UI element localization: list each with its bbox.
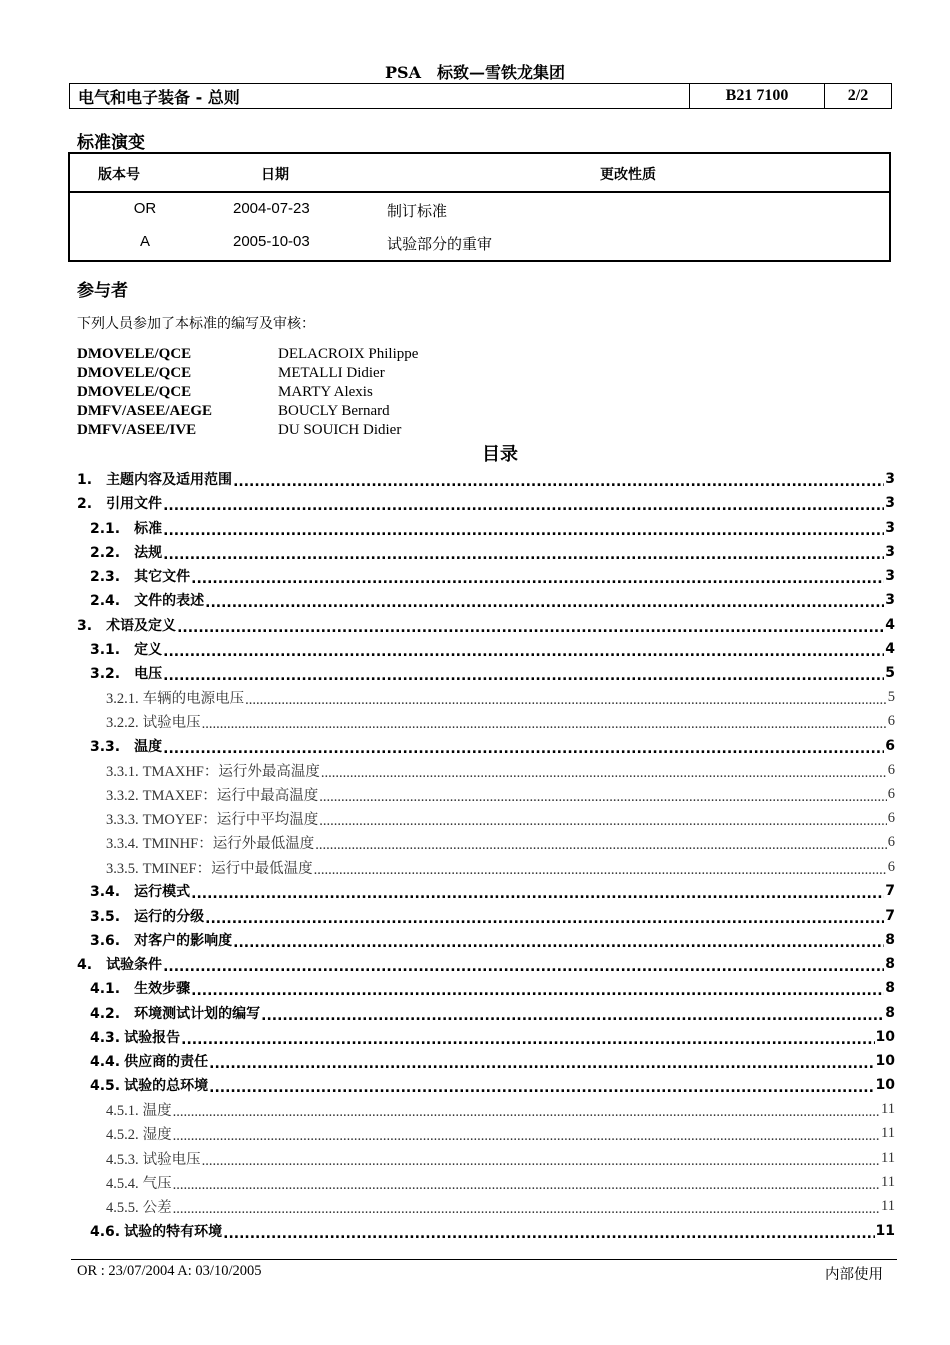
toc-entry-page: 8 (885, 956, 895, 973)
toc-leader-dots (205, 911, 884, 927)
revision-table (68, 152, 891, 262)
toc-entry-label (77, 615, 176, 635)
toc-entry[interactable] (77, 1073, 895, 1097)
toc-entry-text: 主题内容及适用范围 (106, 472, 233, 489)
toc-entry[interactable] (77, 685, 895, 709)
toc-leader-dots (173, 1128, 880, 1145)
toc-entry-label (106, 808, 318, 829)
toc-entry-page: 11 (881, 1198, 895, 1215)
toc-entry-number: 4.5.2. (106, 1127, 139, 1144)
toc-entry-label (90, 639, 162, 659)
document-header-table (69, 83, 892, 109)
toc-entry-page: 11 (881, 1173, 895, 1190)
toc-entry-page: 6 (887, 810, 895, 827)
document-title: 电气和电子装备 - 总则 (78, 87, 240, 107)
toc-entry-number: 3.3. (90, 738, 121, 755)
toc-entry[interactable] (77, 564, 895, 588)
participant-row (77, 364, 418, 383)
toc-entry-label (90, 736, 162, 756)
toc-entry-page: 11 (881, 1101, 895, 1118)
toc-entry-text: TMOYEF：运行中平均温度 (142, 812, 319, 829)
toc-entry-label (106, 1196, 172, 1217)
toc-entry[interactable] (77, 467, 895, 491)
column-header-version: 版本号 (98, 167, 140, 183)
toc-entry[interactable] (77, 855, 895, 879)
toc-leader-dots (173, 1177, 880, 1194)
toc-entry-number: 4.5.4. (106, 1175, 139, 1192)
toc-leader-dots (173, 1201, 880, 1218)
toc-entry-number: 3.2.1. (106, 690, 139, 707)
toc-entry[interactable] (77, 1122, 895, 1146)
toc-entry-text: TMINEF：运行中最低温度 (142, 860, 313, 877)
toc-title: 目录 (482, 444, 518, 465)
toc-entry[interactable] (77, 976, 895, 1000)
toc-entry-text: 公差 (142, 1200, 172, 1217)
toc-entry-page: 3 (885, 568, 895, 585)
toc-entry-number: 2.3. (90, 569, 121, 586)
toc-entry-number: 4.4. (90, 1054, 121, 1071)
participant-name: MARTY Alexis (278, 384, 373, 400)
toc-entry-text: 试验的特有环境 (124, 1223, 223, 1240)
toc-leader-dots (209, 1056, 874, 1072)
participant-name: DU SOUICH Didier (278, 422, 402, 438)
toc-leader-dots (181, 1032, 874, 1048)
toc-entry-label (106, 1172, 172, 1193)
toc-entry-label (90, 881, 190, 901)
toc-entry-text: TMAXHF：运行外最高温度 (142, 763, 320, 780)
toc-entry-label (77, 493, 162, 513)
toc-leader-dots (163, 741, 884, 757)
footer-divider (71, 1259, 897, 1260)
toc-entry-number: 4.6. (90, 1223, 121, 1240)
toc-entry-label (106, 832, 314, 853)
revision-row (70, 227, 889, 257)
toc-entry-label (90, 1075, 208, 1095)
toc-entry-text: 运行模式 (134, 884, 191, 901)
revision-section-title: 标准演变 (77, 133, 145, 153)
toc-entry[interactable] (77, 1170, 895, 1194)
revision-table-header (70, 154, 889, 193)
toc-leader-dots (163, 668, 884, 684)
toc-entry-text: 温度 (134, 738, 163, 755)
toc-entry[interactable] (77, 613, 895, 637)
table-of-contents (77, 467, 895, 1243)
revision-date: 2005-10-03 (233, 233, 310, 250)
footer-revision-dates: OR : 23/07/2004 A: 03/10/2005 (77, 1263, 262, 1279)
toc-leader-dots (173, 1104, 880, 1121)
toc-entry-number: 4.5.3. (106, 1151, 139, 1168)
toc-entry[interactable] (77, 491, 895, 515)
toc-entry[interactable] (77, 904, 895, 928)
toc-entry-page: 4 (885, 640, 895, 657)
toc-entry-label (77, 954, 162, 974)
toc-entry[interactable] (77, 782, 895, 806)
toc-entry-number: 3.3.5. (106, 860, 139, 877)
participants-title: 参与者 (77, 281, 128, 301)
toc-entry-label (106, 1148, 201, 1169)
revision-version: OR (133, 200, 157, 217)
participant-dept: DMOVELE/QCE (77, 346, 192, 362)
toc-entry-number: 3. (77, 617, 93, 634)
toc-leader-dots (314, 862, 887, 879)
toc-entry-label (90, 518, 162, 538)
toc-entry-page: 6 (887, 785, 895, 802)
participant-dept: DMFV/ASEE/IVE (77, 422, 197, 438)
toc-leader-dots (163, 547, 884, 563)
toc-entry-text: 试验报告 (124, 1029, 181, 1046)
toc-entry-text: 其它文件 (134, 569, 191, 586)
participants-list (77, 345, 418, 440)
participant-name: METALLI Didier (278, 365, 385, 381)
toc-entry-number: 4. (77, 957, 93, 974)
participant-dept: DMFV/ASEE/AEGE (77, 403, 213, 419)
toc-entry[interactable] (77, 1049, 895, 1073)
toc-entry-text: 生效步骤 (134, 981, 191, 998)
toc-entry-page: 6 (885, 737, 895, 754)
participant-dept: DMOVELE/QCE (77, 365, 192, 381)
toc-entry-number: 2.1. (90, 520, 121, 537)
toc-entry[interactable] (77, 1098, 895, 1122)
toc-entry-page: 3 (885, 519, 895, 536)
toc-entry-text: 引用文件 (106, 496, 163, 513)
toc-entry-page: 3 (885, 592, 895, 609)
toc-leader-dots (315, 837, 887, 854)
toc-entry-page: 3 (885, 495, 895, 512)
toc-entry-label (90, 542, 162, 562)
toc-entry-text: TMINHF：运行外最低温度 (142, 836, 315, 853)
toc-entry-number: 1. (77, 472, 93, 489)
toc-leader-dots (191, 983, 884, 999)
toc-leader-dots (223, 1226, 874, 1242)
toc-leader-dots (191, 571, 884, 587)
toc-entry-text: 环境测试计划的编写 (134, 1005, 261, 1022)
toc-entry-label (106, 784, 318, 805)
toc-entry-label (106, 857, 313, 878)
toc-entry-number: 3.3.1. (106, 763, 139, 780)
toc-entry-page: 4 (885, 616, 895, 633)
toc-entry[interactable] (77, 1219, 895, 1243)
revision-change: 试验部分的重审 (387, 235, 493, 253)
toc-entry-page: 11 (875, 1222, 895, 1239)
toc-entry-text: 标准 (134, 520, 163, 537)
toc-entry-page: 11 (881, 1125, 895, 1142)
toc-entry-label (106, 760, 320, 781)
toc-entry-label (90, 906, 204, 926)
toc-entry-page: 7 (885, 907, 895, 924)
toc-entry-label (106, 1123, 172, 1144)
participant-row (77, 383, 418, 402)
toc-entry-label (90, 1003, 260, 1023)
toc-entry-page: 10 (875, 1077, 895, 1094)
toc-entry-label (77, 469, 232, 489)
footer-classification: 内部使用 (825, 1267, 883, 1283)
toc-entry-label (90, 930, 232, 950)
toc-entry-text: 试验电压 (142, 715, 201, 732)
column-header-change: 更改性质 (600, 167, 656, 183)
toc-leader-dots (319, 813, 887, 830)
toc-entry-page: 10 (875, 1053, 895, 1070)
toc-entry-page: 8 (885, 931, 895, 948)
toc-entry-page: 8 (885, 980, 895, 997)
toc-entry[interactable] (77, 1146, 895, 1170)
toc-entry-page: 3 (885, 543, 895, 560)
toc-entry-text: 供应商的责任 (124, 1054, 209, 1071)
participant-dept: DMOVELE/QCE (77, 384, 192, 400)
toc-entry-text: 气压 (142, 1175, 172, 1192)
toc-entry-page: 6 (887, 858, 895, 875)
toc-leader-dots (321, 765, 887, 782)
toc-leader-dots (177, 620, 884, 636)
toc-entry-number: 4.2. (90, 1005, 121, 1022)
toc-entry-text: 术语及定义 (106, 617, 177, 634)
toc-leader-dots (202, 1153, 880, 1170)
toc-entry-number: 3.2. (90, 666, 121, 683)
revision-row (70, 194, 889, 224)
toc-entry-number: 4.5. (90, 1078, 121, 1095)
toc-entry-number: 2. (77, 496, 93, 513)
toc-leader-dots (163, 523, 884, 539)
participant-name: BOUCLY Bernard (278, 403, 390, 419)
toc-entry[interactable] (77, 928, 895, 952)
toc-entry-text: 文件的表述 (134, 593, 205, 610)
toc-entry-page: 3 (885, 471, 895, 488)
toc-entry-number: 4.5.1. (106, 1103, 139, 1120)
toc-entry[interactable] (77, 734, 895, 758)
toc-entry-text: 车辆的电源电压 (142, 690, 245, 707)
toc-entry-page: 5 (887, 688, 895, 705)
toc-leader-dots (319, 789, 887, 806)
toc-entry-page: 11 (881, 1149, 895, 1166)
toc-entry-page: 7 (885, 883, 895, 900)
toc-entry[interactable] (77, 952, 895, 976)
toc-entry-label (90, 978, 190, 998)
toc-entry-label (90, 566, 190, 586)
toc-entry[interactable] (77, 807, 895, 831)
toc-leader-dots (163, 644, 884, 660)
revision-change: 制订标准 (387, 202, 448, 220)
toc-entry-label (90, 1051, 208, 1071)
toc-entry-text: 试验条件 (106, 957, 163, 974)
revision-date: 2004-07-23 (233, 200, 310, 217)
toc-entry-label (106, 711, 201, 732)
toc-entry[interactable] (77, 758, 895, 782)
toc-entry-text: 湿度 (142, 1127, 172, 1144)
toc-entry-label (90, 663, 162, 683)
toc-entry[interactable] (77, 879, 895, 903)
toc-entry-label (90, 590, 204, 610)
toc-entry-page: 6 (887, 761, 895, 778)
page-indicator: 2/2 (824, 84, 891, 108)
toc-leader-dots (205, 595, 884, 611)
toc-entry-number: 2.4. (90, 593, 121, 610)
company-name: PSA 标致—雪铁龙集团 (384, 63, 565, 82)
toc-entry[interactable] (77, 831, 895, 855)
toc-entry-text: 对客户的影响度 (134, 932, 233, 949)
toc-entry-number: 3.3.4. (106, 836, 139, 853)
toc-entry-text: TMAXEF：运行中最高温度 (142, 787, 319, 804)
participant-row (77, 421, 418, 440)
toc-entry-text: 运行的分级 (134, 908, 205, 925)
toc-entry-number: 2.2. (90, 544, 121, 561)
participant-row (77, 345, 418, 364)
toc-entry-label (90, 1027, 180, 1047)
toc-entry[interactable] (77, 1001, 895, 1025)
toc-entry-page: 5 (885, 665, 895, 682)
toc-entry-number: 3.3.3. (106, 812, 139, 829)
toc-entry[interactable] (77, 637, 895, 661)
toc-entry-text: 电压 (134, 666, 163, 683)
toc-entry-page: 6 (887, 834, 895, 851)
toc-leader-dots (233, 474, 884, 490)
toc-leader-dots (202, 716, 887, 733)
toc-entry-number: 3.1. (90, 641, 121, 658)
toc-entry-number: 3.2.2. (106, 715, 139, 732)
toc-entry-number: 3.6. (90, 932, 121, 949)
toc-leader-dots (209, 1080, 874, 1096)
toc-entry-label (90, 1221, 222, 1241)
toc-leader-dots (163, 959, 884, 975)
toc-entry[interactable] (77, 540, 895, 564)
toc-entry-number: 4.1. (90, 981, 121, 998)
toc-entry-label (106, 687, 244, 708)
column-header-date: 日期 (261, 167, 289, 183)
toc-entry-text: 温度 (142, 1103, 172, 1120)
toc-entry-number: 3.5. (90, 908, 121, 925)
toc-entry-page: 10 (875, 1028, 895, 1045)
participant-name: DELACROIX Philippe (278, 346, 419, 362)
toc-entry-number: 3.3.2. (106, 787, 139, 804)
toc-entry[interactable] (77, 710, 895, 734)
toc-leader-dots (191, 886, 884, 902)
revision-version: A (139, 233, 150, 250)
toc-leader-dots (261, 1008, 884, 1024)
toc-entry-text: 法规 (134, 544, 163, 561)
toc-entry-text: 试验电压 (142, 1151, 201, 1168)
toc-leader-dots (233, 935, 884, 951)
toc-entry[interactable] (77, 588, 895, 612)
toc-entry-page: 8 (885, 1004, 895, 1021)
toc-entry-page: 6 (887, 713, 895, 730)
document-number: B21 7100 (689, 84, 824, 108)
toc-entry[interactable] (77, 516, 895, 540)
toc-entry-number: 4.5.5. (106, 1200, 139, 1217)
toc-entry-number: 3.4. (90, 884, 121, 901)
toc-entry-text: 定义 (134, 641, 163, 658)
toc-leader-dots (245, 692, 887, 709)
participant-row (77, 402, 418, 421)
participants-intro: 下列人员参加了本标准的编写及审核： (77, 316, 315, 332)
toc-entry-label (106, 1099, 172, 1120)
toc-entry-number: 4.3. (90, 1029, 121, 1046)
toc-entry[interactable] (77, 1195, 895, 1219)
toc-entry[interactable] (77, 1025, 895, 1049)
toc-entry[interactable] (77, 661, 895, 685)
toc-entry-text: 试验的总环境 (124, 1078, 209, 1095)
toc-leader-dots (163, 498, 884, 514)
